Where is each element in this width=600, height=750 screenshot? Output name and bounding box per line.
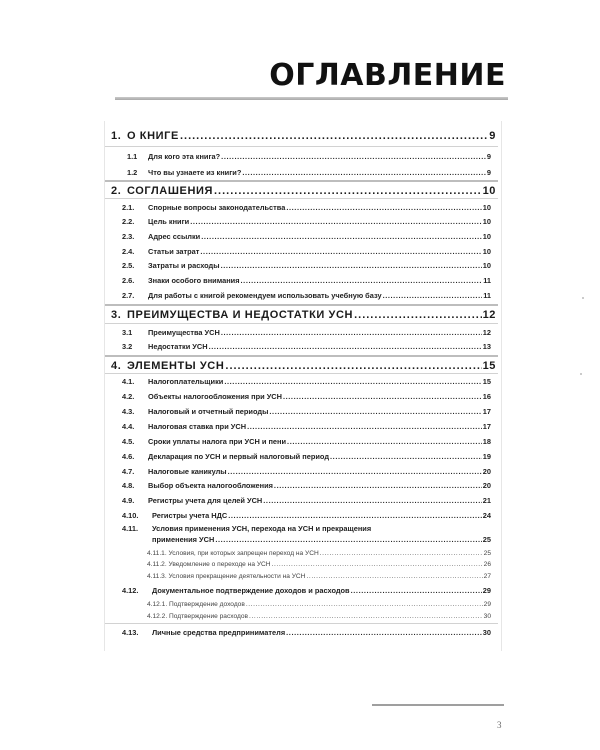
toc-subitem-4-11-2[interactable] <box>147 561 491 568</box>
page-title: ОГЛАВЛЕНИЕ <box>269 58 506 93</box>
toc-leader-dots <box>287 437 482 446</box>
toc-leader-dots <box>180 130 488 142</box>
toc-item-title: Декларация по УСН и первый налоговый период <box>148 452 330 461</box>
toc-item-2-1[interactable] <box>122 203 491 212</box>
title-divider <box>115 97 508 100</box>
toc-leader-dots <box>215 535 481 544</box>
toc-page-number: 25 <box>483 550 491 557</box>
toc-page-number: 10 <box>482 217 491 226</box>
toc-chapter-3[interactable] <box>111 309 496 321</box>
toc-page-number: 17 <box>482 407 491 416</box>
toc-item-4-1[interactable] <box>122 377 491 386</box>
toc-item-4-3[interactable] <box>122 407 491 416</box>
toc-leader-dots <box>190 217 482 226</box>
toc-item-number: 4.8. <box>122 481 135 490</box>
toc-page-number: 26 <box>483 561 491 568</box>
toc-item-2-4[interactable] <box>122 247 491 256</box>
toc-item-title: Регистры учета для целей УСН <box>148 496 263 505</box>
toc-leader-dots <box>383 291 483 300</box>
toc-subitem-title: 4.12.1. Подтверждение доходов <box>147 601 245 608</box>
toc-page-number: 27 <box>483 573 491 580</box>
toc-item-title: Налогоплательщики <box>148 377 224 386</box>
toc-leader-dots <box>221 152 486 161</box>
toc-item-number: 4.11. <box>122 524 139 533</box>
toc-subitem-title: 4.11.2. Уведомление о переходе на УСН <box>147 561 271 568</box>
toc-chapter-2[interactable] <box>111 185 496 197</box>
toc-item-number: 2.7. <box>122 291 135 300</box>
toc-divider <box>105 198 498 199</box>
toc-subitem-4-11-1[interactable] <box>147 550 491 557</box>
toc-item-number: 2.6. <box>122 276 135 285</box>
toc-item-number: 4.3. <box>122 407 135 416</box>
toc-page-number: 13 <box>482 342 491 351</box>
toc-item-4-9[interactable] <box>122 496 491 505</box>
toc-divider <box>105 323 498 324</box>
toc-divider <box>105 623 498 624</box>
toc-chapter-title: ЭЛЕМЕНТЫ УСН <box>127 360 225 372</box>
toc-item-title: Затраты и расходы <box>148 261 220 270</box>
toc-leader-dots <box>246 601 483 608</box>
toc-item-number: 2.5. <box>122 261 135 270</box>
toc-page-number: 10 <box>482 232 491 241</box>
toc-page-number: 9 <box>486 152 491 161</box>
scan-speck <box>580 373 582 375</box>
toc-chapter-4[interactable] <box>111 360 496 372</box>
toc-subitem-title: 4.11.3. Условия прекращение деятельности на УСН <box>147 573 306 580</box>
toc-item-4-7[interactable] <box>122 467 491 476</box>
toc-item-4-13[interactable] <box>122 628 491 637</box>
toc-leader-dots <box>306 573 482 580</box>
toc-item-title: Выбор объекта налогообложения <box>148 481 273 490</box>
toc-leader-dots <box>247 422 482 431</box>
toc-page-number: 11 <box>483 276 491 285</box>
toc-leader-dots <box>351 586 482 595</box>
toc-subitem-4-12-1[interactable] <box>147 601 491 608</box>
toc-page-number: 11 <box>483 291 491 300</box>
toc-leader-dots <box>224 377 481 386</box>
toc-item-title: Цель книги <box>148 217 190 226</box>
toc-page-number: 30 <box>483 613 491 620</box>
toc-page-number: 19 <box>482 452 491 461</box>
toc-leader-dots <box>354 309 481 321</box>
toc-item-1-1[interactable] <box>127 152 491 161</box>
toc-chapter-number: 1. <box>111 130 122 142</box>
toc-subitem-4-12-2[interactable] <box>147 613 491 620</box>
toc-leader-dots <box>320 550 483 557</box>
toc-item-number: 2.2. <box>122 217 135 226</box>
toc-chapter-number: 3. <box>111 309 122 321</box>
toc-page-number: 20 <box>482 481 491 490</box>
toc-leader-dots <box>201 232 482 241</box>
toc-page-number: 9 <box>486 168 491 177</box>
scan-speck <box>582 297 584 299</box>
toc-leader-dots <box>283 392 482 401</box>
toc-item-title: Статьи затрат <box>148 247 200 256</box>
toc-page-number: 30 <box>482 628 491 637</box>
toc-item-number: 4.12. <box>122 586 139 595</box>
toc-page-number: 15 <box>482 360 496 372</box>
toc-leader-dots <box>272 561 483 568</box>
toc-page-number: 25 <box>482 535 491 544</box>
toc-item-1-2[interactable] <box>127 168 491 177</box>
toc-leader-dots <box>221 261 482 270</box>
toc-leader-dots <box>263 496 481 505</box>
toc-item-2-2[interactable] <box>122 217 491 226</box>
toc-item-number: 4.10. <box>122 511 139 520</box>
toc-page-number: 24 <box>482 511 491 520</box>
toc-page-number: 15 <box>482 377 491 386</box>
toc-item-4-12[interactable] <box>122 586 491 595</box>
toc-leader-dots <box>242 168 486 177</box>
toc-item-title: Налоговая ставка при УСН <box>148 422 247 431</box>
toc-item-2-5[interactable] <box>122 261 491 270</box>
toc-item-title: Знаки особого внимания <box>148 276 240 285</box>
toc-page-number: 10 <box>482 261 491 270</box>
toc-chapter-title: ПРЕИМУЩЕСТВА И НЕДОСТАТКИ УСН <box>127 309 354 321</box>
toc-leader-dots <box>330 452 482 461</box>
toc-item-title: Документальное подтверждение доходов и расходов <box>152 586 350 595</box>
toc-leader-dots <box>228 467 482 476</box>
toc-leader-dots <box>274 481 482 490</box>
toc-chapter-title: СОГЛАШЕНИЯ <box>127 185 213 197</box>
toc-item-title: Налоговый и отчетный периоды <box>148 407 269 416</box>
toc-leader-dots <box>225 360 481 372</box>
toc-page-number: 21 <box>482 496 491 505</box>
toc-item-number: 4.5. <box>122 437 135 446</box>
toc-item-title: Регистры учета НДС <box>152 511 228 520</box>
toc-item-title: Спорные вопросы законодательства <box>148 203 286 212</box>
toc-page-number: 16 <box>482 392 491 401</box>
toc-item-number: 2.3. <box>122 232 135 241</box>
footer-divider <box>372 704 504 706</box>
toc-item-title: Налоговые каникулы <box>148 467 227 476</box>
toc-item-3-2[interactable] <box>122 342 491 351</box>
toc-item-title: Объекты налогообложения при УСН <box>148 392 282 401</box>
toc-item-title: Для кого эта книга? <box>148 152 221 161</box>
toc-item-4-6[interactable] <box>122 452 491 461</box>
toc-divider <box>105 373 498 374</box>
toc-leader-dots <box>228 511 482 520</box>
toc-page-number: 10 <box>482 247 491 256</box>
toc-item-number: 3.2 <box>122 342 133 351</box>
toc-item-number: 4.7. <box>122 467 135 476</box>
toc-item-4-11[interactable] <box>152 535 491 544</box>
toc-divider <box>105 146 498 147</box>
toc-item-number: 4.9. <box>122 496 135 505</box>
toc-item-4-4[interactable] <box>122 422 491 431</box>
toc-item-4-10[interactable] <box>122 511 491 520</box>
toc-divider <box>105 180 498 182</box>
toc-leader-dots <box>209 342 482 351</box>
toc-page-number: 29 <box>483 601 491 608</box>
toc-item-title: Условия применения УСН, перехода на УСН и прекращения <box>152 524 372 533</box>
toc-item-title: Для работы с книгой рекомендуем использовать учебную базу <box>148 291 382 300</box>
toc-item-4-11-line1[interactable] <box>122 524 371 533</box>
toc-subitem-title: 4.11.1. Условия, при которых запрещен переход на УСН <box>147 550 319 557</box>
toc-page-number: 18 <box>482 437 491 446</box>
toc-divider <box>105 304 498 306</box>
toc-item-title: Что вы узнаете из книги? <box>148 168 242 177</box>
toc-leader-dots <box>286 628 482 637</box>
toc-chapter-number: 4. <box>111 360 122 372</box>
toc-item-3-1[interactable] <box>122 328 491 337</box>
toc-item-title: Сроки уплаты налога при УСН и пени <box>148 437 287 446</box>
toc-item-4-8[interactable] <box>122 481 491 490</box>
toc-leader-dots <box>269 407 481 416</box>
toc-item-number: 3.1 <box>122 328 133 337</box>
toc-item-number: 2.1. <box>122 203 135 212</box>
toc-item-title: Адрес ссылки <box>148 232 201 241</box>
toc-item-number: 4.4. <box>122 422 135 431</box>
toc-item-number: 2.4. <box>122 247 135 256</box>
toc-item-number: 4.2. <box>122 392 135 401</box>
toc-leader-dots <box>241 276 483 285</box>
toc-item-number: 4.13. <box>122 628 139 637</box>
toc-divider <box>105 355 498 357</box>
toc-page-number: 20 <box>482 467 491 476</box>
toc-chapter-title: О КНИГЕ <box>127 130 179 142</box>
toc-page-number: 9 <box>489 130 496 142</box>
toc-leader-dots <box>200 247 481 256</box>
toc-item-title: Преимущества УСН <box>148 328 220 337</box>
toc-item-2-7[interactable] <box>122 291 491 300</box>
toc-item-number: 4.6. <box>122 452 135 461</box>
toc-item-2-6[interactable] <box>122 276 491 285</box>
toc-item-title: Личные средства предпринимателя <box>152 628 286 637</box>
toc-item-title-continued: применения УСН <box>152 535 215 544</box>
toc-page-number: 17 <box>482 422 491 431</box>
toc-leader-dots <box>286 203 481 212</box>
toc-chapter-1[interactable] <box>111 130 496 142</box>
toc-page-number: 12 <box>482 328 491 337</box>
toc-item-4-5[interactable] <box>122 437 491 446</box>
page-number: 3 <box>497 720 502 730</box>
toc-item-2-3[interactable] <box>122 232 491 241</box>
toc-item-4-2[interactable] <box>122 392 491 401</box>
toc-chapter-number: 2. <box>111 185 122 197</box>
toc-leader-dots <box>221 328 482 337</box>
toc-page-number: 12 <box>482 309 496 321</box>
toc-item-number: 1.1 <box>127 152 138 161</box>
toc-page-number: 10 <box>482 203 491 212</box>
toc-leader-dots <box>249 613 483 620</box>
toc-leader-dots <box>214 185 482 197</box>
toc-subitem-title: 4.12.2. Подтверждение расходов <box>147 613 249 620</box>
toc-subitem-4-11-3[interactable] <box>147 573 491 580</box>
toc-item-number: 4.1. <box>122 377 135 386</box>
toc-item-number: 1.2 <box>127 168 138 177</box>
toc-page-number: 10 <box>482 185 496 197</box>
toc-page-number: 29 <box>482 586 491 595</box>
toc-item-title: Недостатки УСН <box>148 342 208 351</box>
toc-frame <box>104 121 502 651</box>
